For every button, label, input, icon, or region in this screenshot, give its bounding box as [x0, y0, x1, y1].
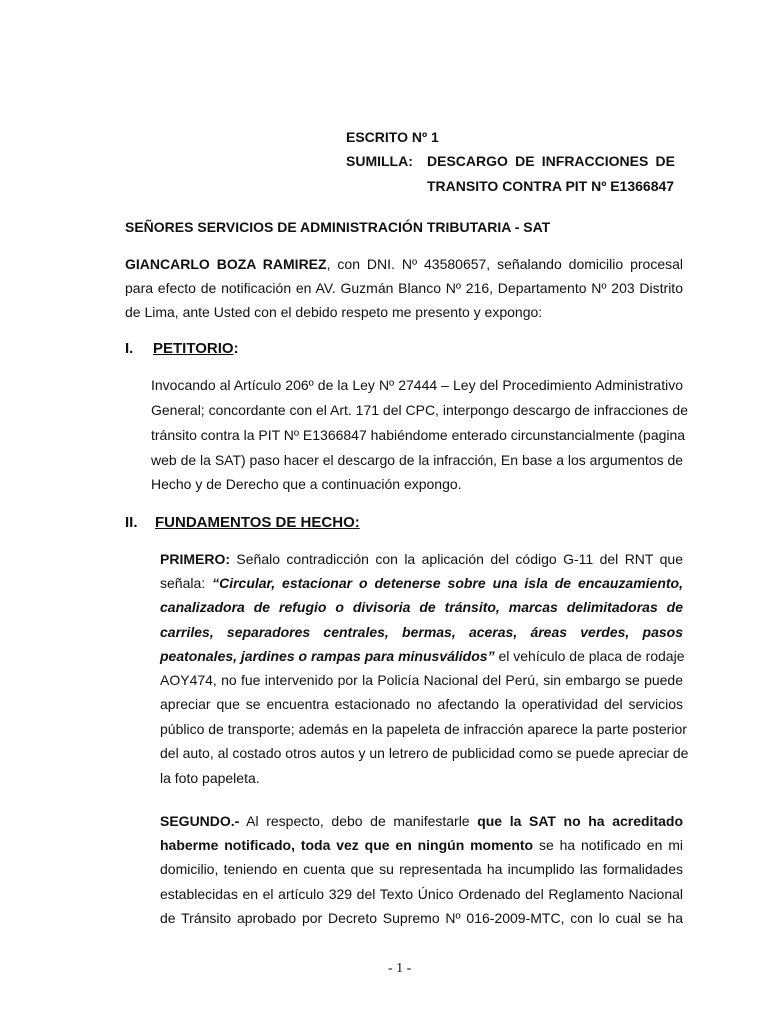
section-2-title: FUNDAMENTOS DE HECHO:	[155, 514, 360, 531]
primero-line: canalizadora de refugio o divisoria de tránsito, marcas delimitadoras de	[160, 599, 683, 615]
sumilla-line-1: DESCARGO DE INFRACCIONES DE	[427, 153, 675, 169]
segundo-line: SEGUNDO.- Al respecto, debo de manifestarle que la SAT no ha acreditado	[160, 813, 683, 829]
applicant-name: GIANCARLO BOZA RAMIREZ	[125, 256, 327, 272]
intro-line-1: GIANCARLO BOZA RAMIREZ, con DNI. Nº 43580657, señalando domicilio procesal	[125, 256, 684, 272]
sumilla-label: SUMILLA:	[346, 153, 413, 169]
primero-line: la foto papeleta.	[160, 770, 260, 786]
primero-line: del auto, al costado otros autos y un letrero de publicidad como se puede apreciar de	[160, 745, 689, 761]
segundo-line: haberme notificado, toda vez que en ningún momento se ha notificado en mi	[160, 837, 684, 853]
primero-label: PRIMERO:	[160, 551, 230, 567]
primero-line: apreciar que se encuentra estacionado no afectando la operatividad del servicios	[160, 696, 683, 712]
escrito-number: ESCRITO Nº 1	[346, 129, 439, 145]
petitorio-line: tránsito contra la PIT Nº E1366847 habiéndome enterado circunstancialmente (pagina	[151, 427, 686, 443]
segundo-line: de Tránsito aprobado por Decreto Supremo Nº 016-2009-MTC, con lo cual se ha	[160, 910, 683, 926]
segundo-label: SEGUNDO.-	[160, 813, 240, 829]
primero-paragraph	[160, 551, 689, 791]
sumilla-line-2: TRANSITO CONTRA PIT Nº E1366847	[427, 178, 675, 194]
section-1-title: PETITORIO:	[153, 340, 239, 357]
primero-line: señala: “Circular, estacionar o detenerse sobre una isla de encauzamiento,	[160, 575, 683, 591]
section-1-number: I.	[125, 340, 134, 357]
petitorio-paragraph	[151, 377, 688, 497]
primero-line: público de transporte; además en la papeleta de infracción aparece la parte posterior	[160, 721, 687, 737]
page-number: - 1 -	[388, 961, 412, 976]
section-2-number: II.	[125, 514, 138, 531]
segundo-line: establecidas en el artículo 329 del Texto Único Ordenado del Reglamento Nacional	[160, 886, 683, 902]
petitorio-line: Hecho y de Derecho que a continuación expongo.	[151, 476, 462, 492]
primero-line: AOY474, no fue intervenido por la Policía Nacional del Perú, sin embargo se puede	[160, 672, 683, 688]
primero-line: peatonales, jardines o rampas para minusválidos” el vehículo de placa de rodaje	[160, 648, 685, 664]
petitorio-line: General; concordante con el Art. 171 del CPC, interpongo descargo de infracciones de	[151, 402, 688, 418]
intro-line-3: de Lima, ante Usted con el debido respeto me presento y expongo:	[125, 304, 543, 320]
primero-line: carriles, separadores centrales, bermas, aceras, áreas verdes, pasos	[160, 624, 683, 640]
segundo-line: domicilio, teniendo en cuenta que su representada ha incumplido las formalidades	[160, 861, 683, 877]
segundo-paragraph	[160, 813, 683, 943]
primero-line: PRIMERO: Señalo contradicción con la aplicación del código G-11 del RNT que	[160, 551, 683, 567]
petitorio-line: Invocando al Artículo 206º de la Ley Nº 27444 – Ley del Procedimiento Administrativo	[151, 377, 683, 393]
intro-paragraph	[125, 256, 683, 326]
addressee: SEÑORES SERVICIOS DE ADMINISTRACIÓN TRIBUTARIA - SAT	[125, 219, 551, 235]
intro-line-2: para efecto de notificación en AV. Guzmán Blanco Nº 216, Departamento Nº 203 Distrito	[125, 280, 683, 296]
petitorio-line: web de la SAT) paso hacer el descargo de la infracción, En base a los argumentos de	[151, 452, 684, 468]
